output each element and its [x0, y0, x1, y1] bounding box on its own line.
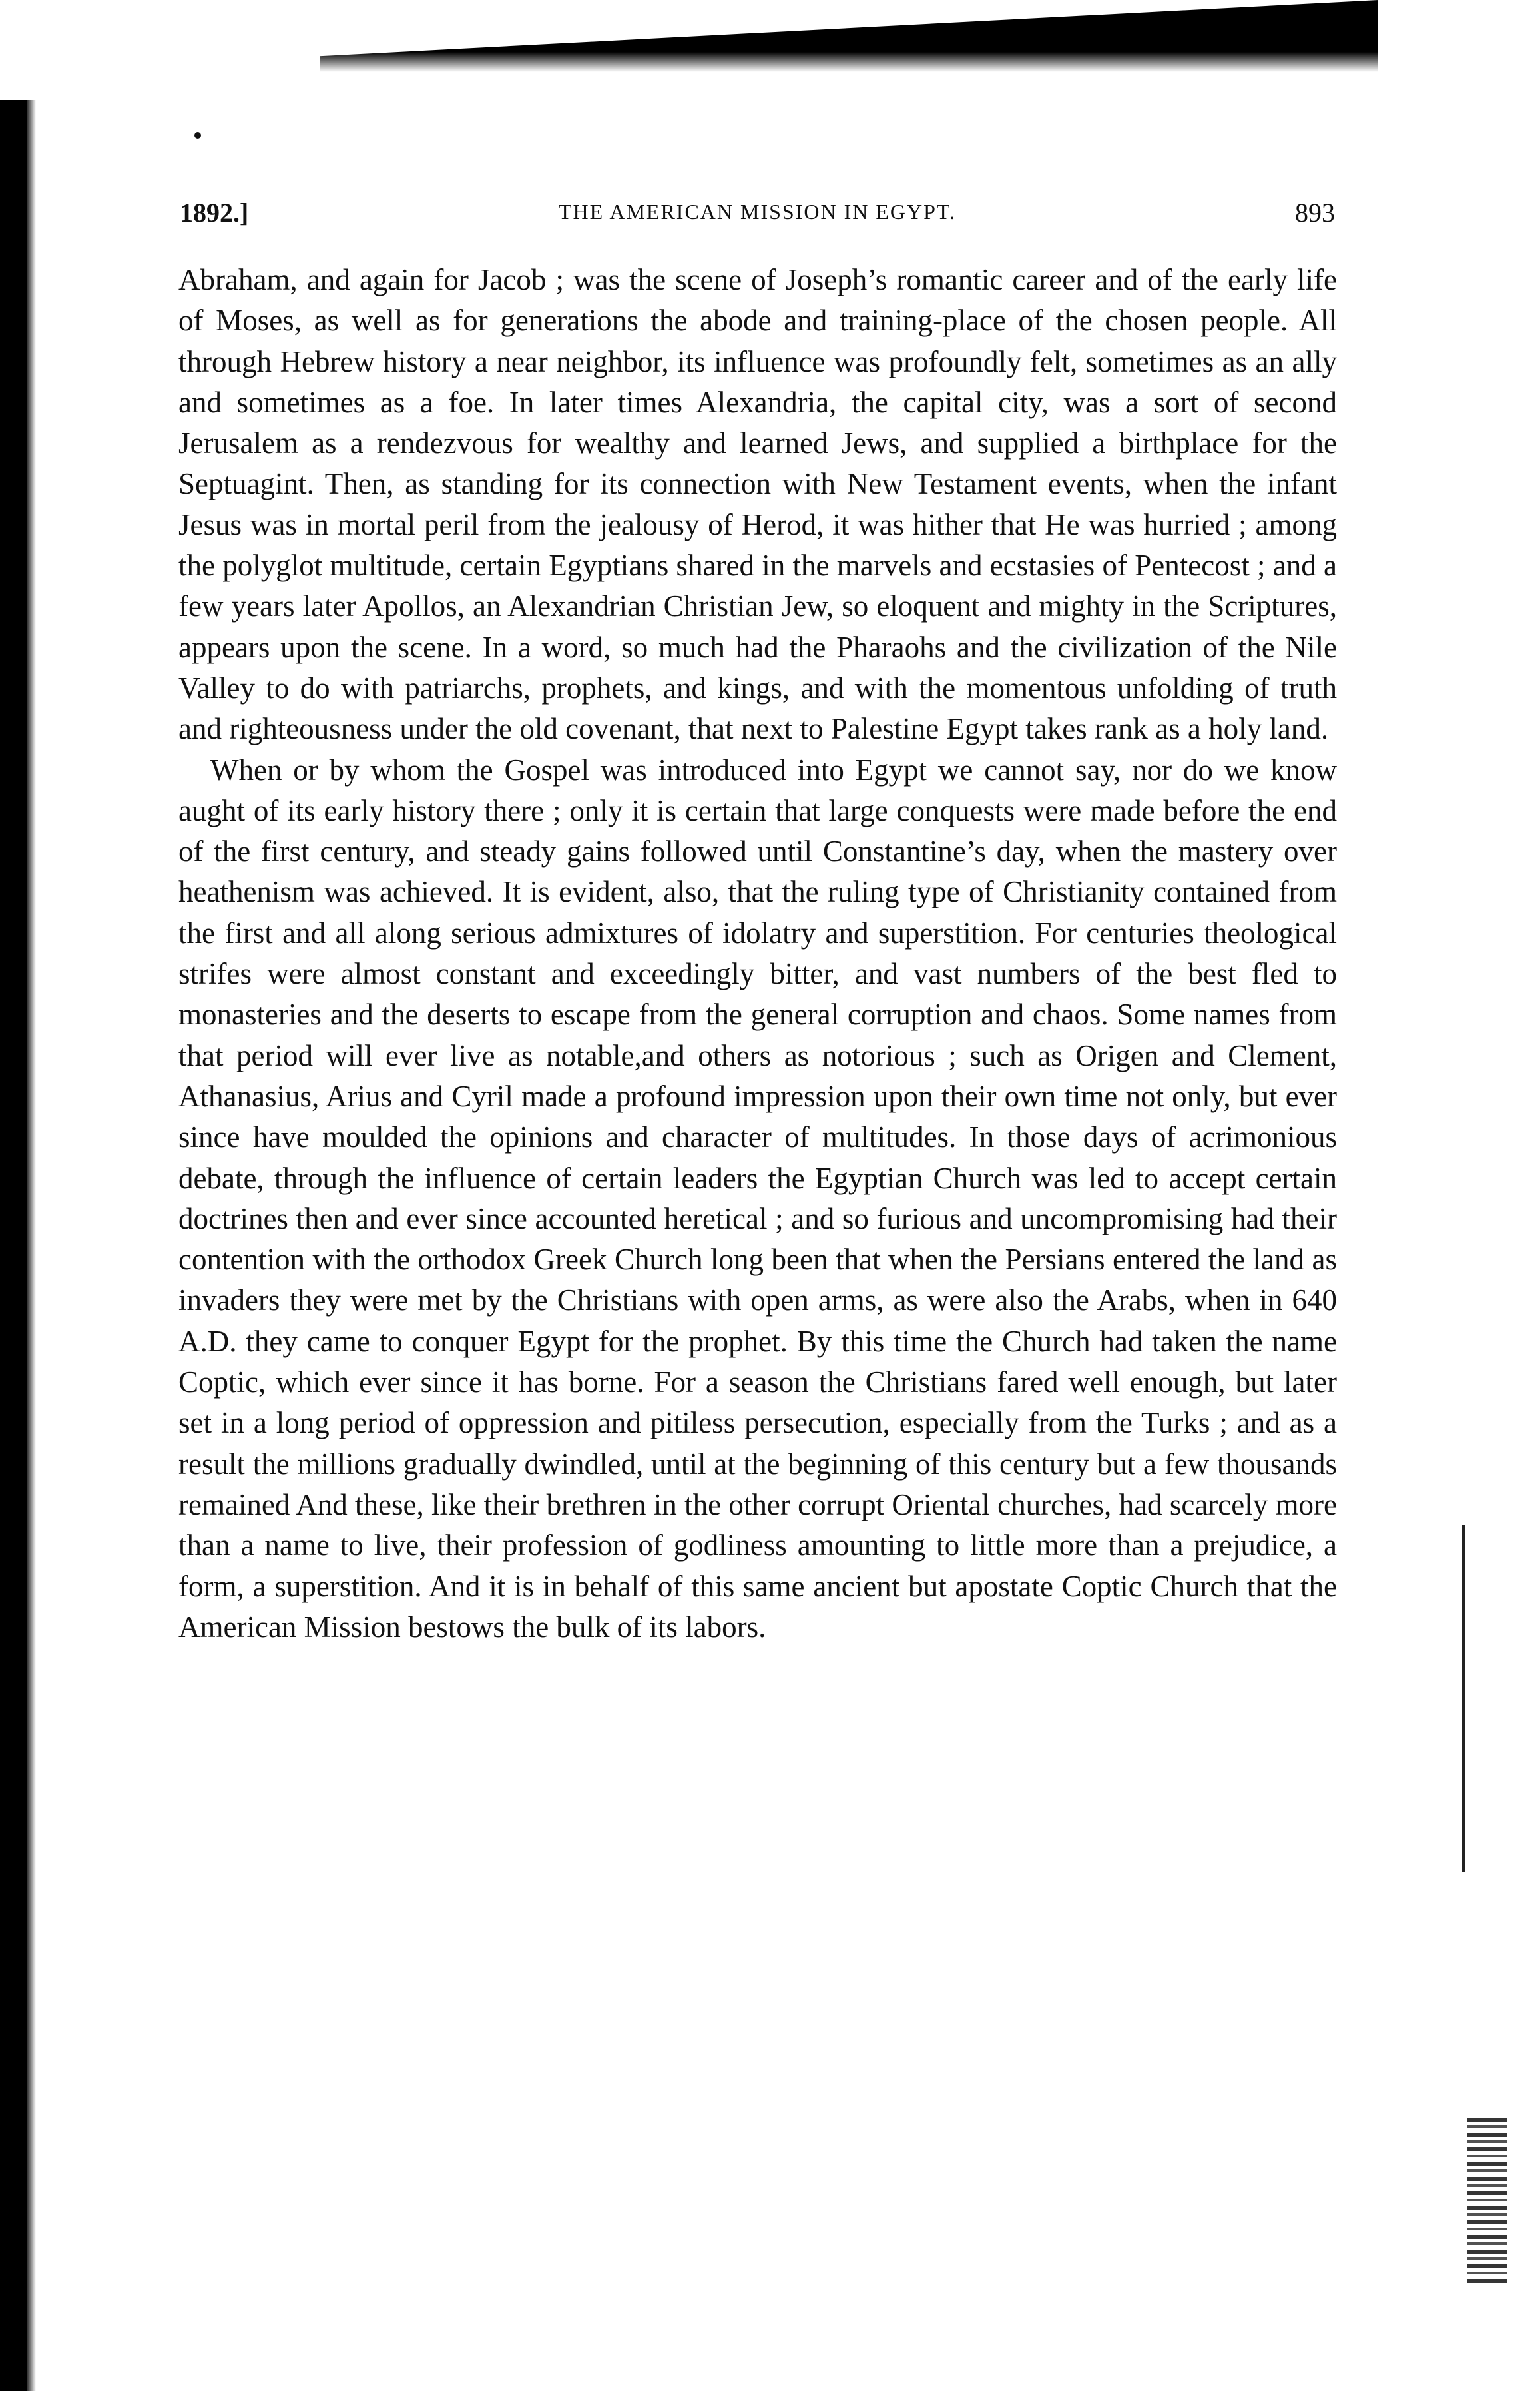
- body-text: [178, 260, 1337, 1648]
- page-number: 893: [1295, 198, 1335, 228]
- scan-edge-shade: [27, 100, 36, 2391]
- running-head-year: 1892.]: [180, 198, 249, 228]
- scan-edge-left: [0, 100, 27, 2391]
- scan-binding-artifact: [1467, 2118, 1507, 2284]
- running-head: [180, 197, 1335, 230]
- ink-speck: [194, 132, 201, 139]
- running-head-title: THE AMERICAN MISSION IN EGYPT.: [558, 200, 957, 224]
- paragraph-1: Abraham, and again for Jacob ; was the scene of Joseph’s romantic career and of the early life of Moses, as well as for generations the abode and training-place of the chosen people. All through Hebrew history a near neighbor, its influence was profoundly felt, sometimes as an ally and sometimes as a foe. In later times Alexandria, the capital city, was a sort of second Jerusalem as a rendezvous for wealthy and learned Jews, and supplied a birthplace for the Septuagint. Then, as standing for its connection with New Testament events, when the infant Jesus was in mortal peril from the jealousy of Herod, it was hither that He was hurried ; among the polyglot multitude, certain Egyptians shared in the marvels and ecstasies of Pentecost ; and a few years later Apollos, an Alexandrian Christian Jew, so eloquent and mighty in the Scriptures, appears upon the scene. In a word, so much had the Pharaohs and the civilization of the Nile Valley to do with patriarchs, prophets, and kings, and with the momentous unfolding of truth and righteousness under the old covenant, that next to Palestine Egypt takes rank as a holy land.: [178, 263, 1337, 746]
- paragraph-2: When or by whom the Gospel was introduced into Egypt we cannot say, nor do we know aught of its early history there ; only it is certain that large conquests were made before the end of the first century, and steady gains followed until Constantine’s day, when the mastery over heathenism was achieved. It is evident, also, that the ruling type of Christianity contained from the first and all along serious admixtures of idolatry and superstition. For centuries theological strifes were almost constant and exceedingly bitter, and vast numbers of the best fled to monasteries and the deserts to escape from the general corruption and chaos. Some names from that period will ever live as notable,and others as notorious ; such as Origen and Clement, Athanasius, Arius and Cyril made a profound impression upon their own time not only, but ever since have moulded the opinions and character of multitudes. In those days of acrimonious debate, through the influence of certain leaders the Egyptian Church was led to accept certain doctrines then and ever since accounted heretical ; and so furious and uncompromising had their contention with the orthodox Greek Church long been that when the Persians entered the land as invaders they were met by the Christians with open arms, as were also the Arabs, when in 640 A.D. they came to conquer Egypt for the prophet. By this time the Church had taken the name Coptic, which ever since it has borne. For a season the Christians fared well enough, but later set in a long period of oppression and pitiless persecution, especially from the Turks ; and as a result the millions gradually dwindled, until at the beginning of this century but a few thousands remained And these, like their brethren in the other corrupt Oriental churches, had scarcely more than a name to live, their profession of godliness amounting to little more than a prejudice, a form, a superstition. And it is in behalf of this same ancient but apostate Coptic Church that the American Mission bestows the bulk of its labors.: [178, 753, 1337, 1644]
- scan-margin-line: [1462, 1525, 1465, 1872]
- scan-shadow-top: [320, 0, 1378, 72]
